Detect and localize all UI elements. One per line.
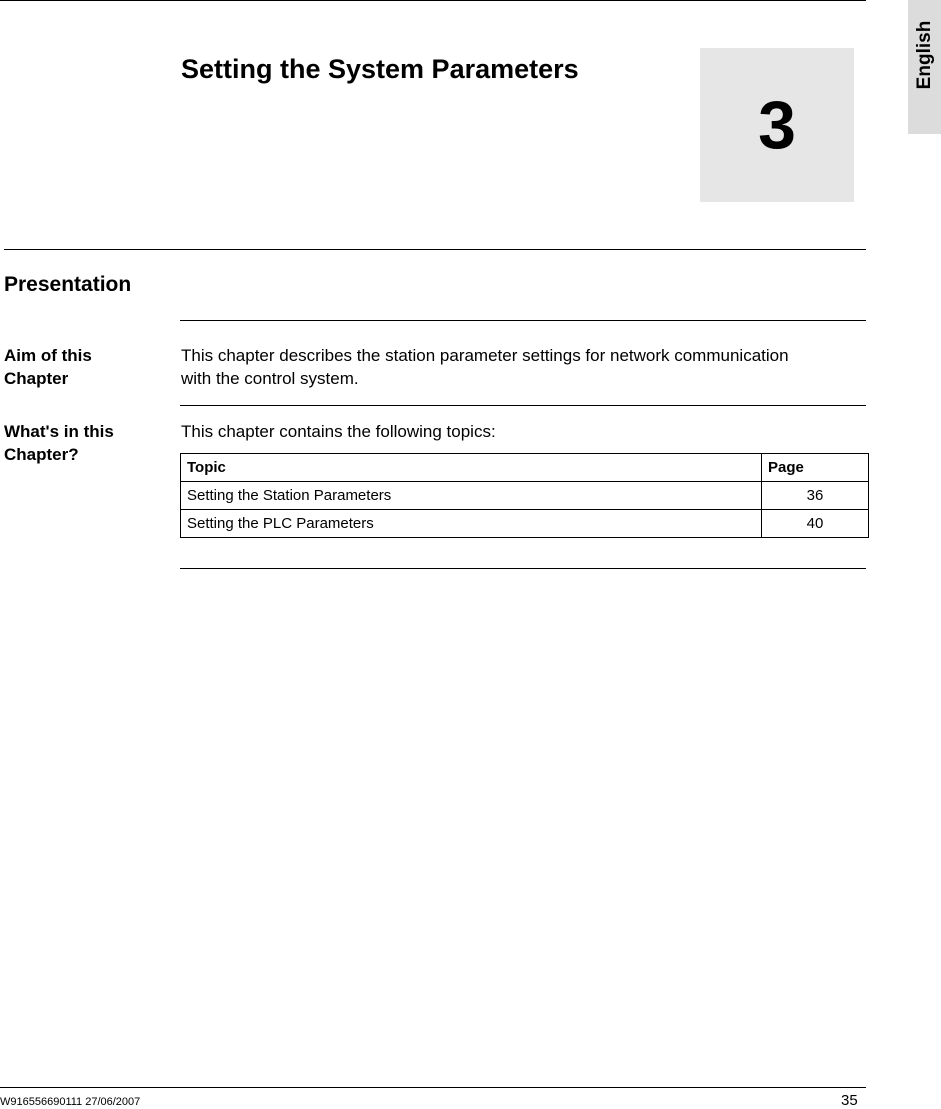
whats-in-label-line1: What's in this [4, 422, 114, 441]
aim-label [4, 344, 92, 390]
aim-label-line1: Aim of this [4, 346, 92, 365]
table-row [181, 482, 869, 510]
aim-text [181, 344, 789, 390]
page-cell: 40 [762, 510, 869, 538]
footer-page-number: 35 [841, 1092, 858, 1109]
aim-label-line2: Chapter [4, 369, 69, 388]
language-tab-label: English [913, 20, 935, 90]
chapter-divider [4, 249, 866, 250]
aim-text-line2: with the control system. [181, 369, 359, 388]
page-cell: 36 [762, 482, 869, 510]
aim-text-line1: This chapter describes the station parameter settings for network communication [181, 346, 789, 365]
topic-column-header: Topic [181, 454, 762, 482]
chapter-number-box [700, 48, 854, 202]
aim-divider [180, 320, 866, 321]
language-tab [908, 0, 941, 134]
whats-in-label-line2: Chapter? [4, 445, 79, 464]
topic-cell: Setting the PLC Parameters [181, 510, 762, 538]
whats-in-label [4, 420, 114, 466]
footer-doc-ref: W916556690111 27/06/2007 [0, 1096, 141, 1108]
footer-rule [0, 1087, 866, 1088]
section-end-divider [180, 568, 866, 569]
whats-in-divider [180, 405, 866, 406]
table-row [181, 510, 869, 538]
topic-cell: Setting the Station Parameters [181, 482, 762, 510]
section-title: Presentation [4, 273, 132, 296]
page-column-header: Page [762, 454, 869, 482]
chapter-title: Setting the System Parameters [181, 54, 579, 84]
chapter-number: 3 [758, 87, 796, 163]
whats-in-text: This chapter contains the following topics: [181, 422, 496, 441]
top-rule [0, 0, 866, 1]
topics-table [180, 453, 869, 538]
table-header-row [181, 454, 869, 482]
